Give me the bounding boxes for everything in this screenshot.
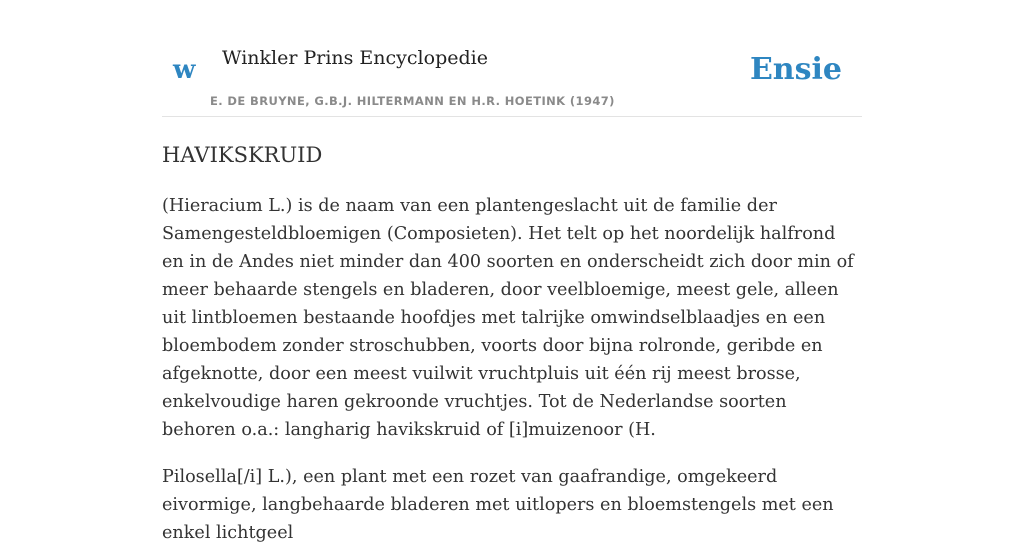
- brand-logo[interactable]: Ensie: [749, 52, 842, 87]
- article: [162, 138, 862, 547]
- authors-line: E. DE BRUYNE, G.B.J. HILTERMANN EN H.R. HOETINK (1947): [210, 94, 615, 108]
- article-paragraph-2: Pilosella[/i] L.), een plant met een rozet van gaafrandige, omgekeerd eivormige, langbehaarde bladeren met uitlopers en bloemstengels met een enkel lichtgeel: [162, 467, 834, 543]
- site-header: [162, 0, 862, 117]
- site-title[interactable]: Winkler Prins Encyclopedie: [222, 47, 488, 69]
- page-title: HAVIKSKRUID: [162, 143, 323, 167]
- article-paragraph-1: (Hieracium L.) is de naam van een plantengeslacht uit de familie der Samengesteldbloemigen (Composieten). Het telt op het noordelijk halfrond en in de Andes niet minder dan 400 soorten en onderscheidt zich door min of meer behaarde stengels en bladeren, door veelbloemige, meest gele, alleen uit lintbloemen bestaande hoofdjes met talrijke omwindselblaadjes en een bloembodem zonder stroschubben, voorts door bijna rolronde, geribde en afgeknotte, door een meest vuilwit vruchtpluis uit één rij meest brosse, enkelvoudige haren gekroonde vruchtjes. Tot de Nederlandse soorten behoren o.a.: langharig havikskruid of [i]muizenoor (H.: [162, 196, 854, 440]
- logo-icon[interactable]: w: [173, 55, 196, 85]
